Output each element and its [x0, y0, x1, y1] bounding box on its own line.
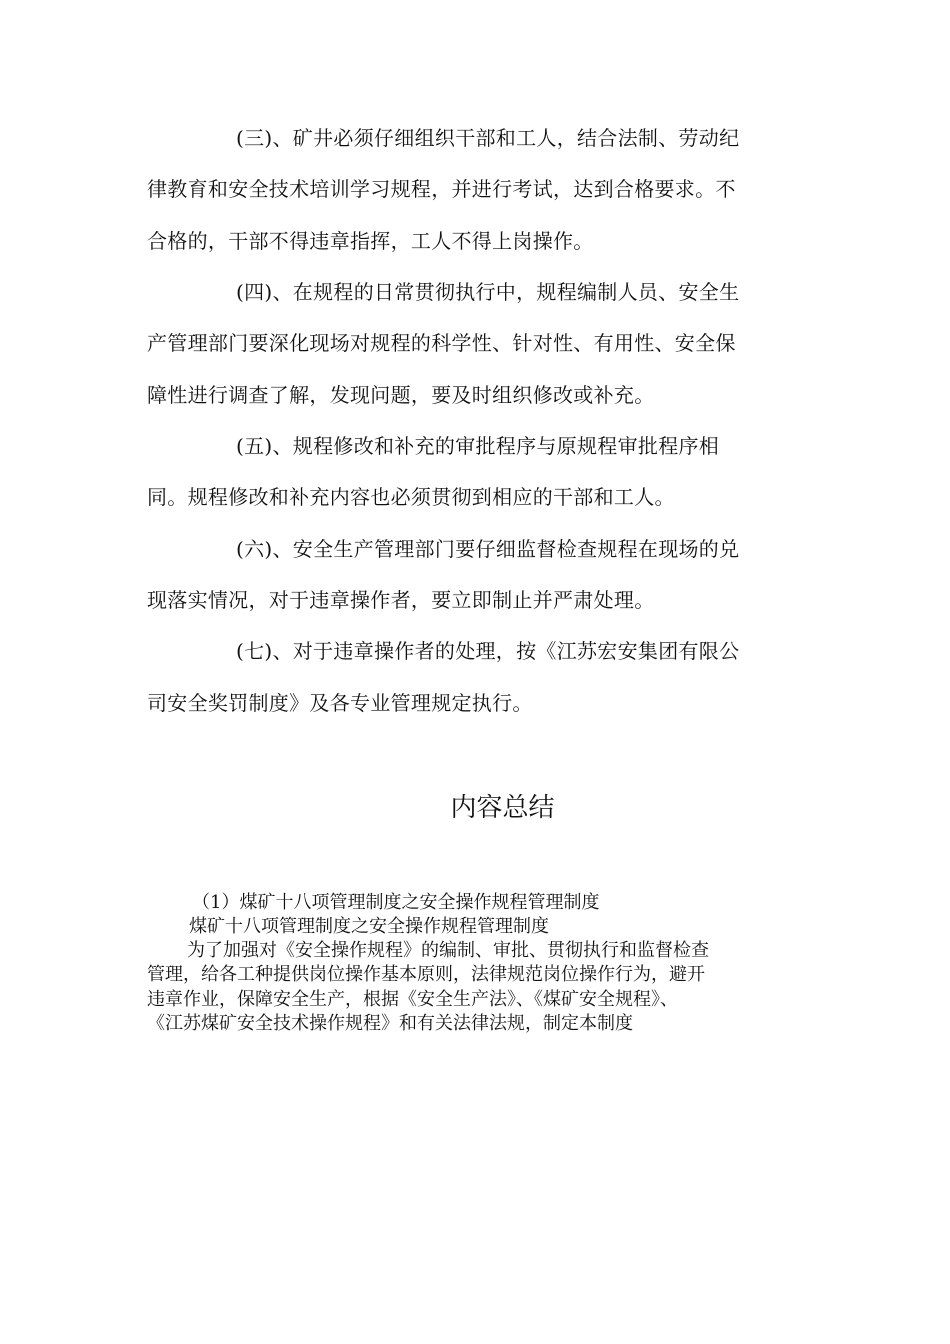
paragraph-5-line-1: (五)、规程修改和补充的审批程序与原规程审批程序相	[236, 434, 720, 458]
paragraph-3-line-3: 合格的，干部不得违章指挥，工人不得上岗操作。	[147, 229, 594, 253]
paragraph-4-line-3: 障性进行调查了解，发现问题，要及时组织修改或补充。	[147, 383, 655, 407]
summary-line-5: 违章作业，保障安全生产，根据《安全生产法》、《煤矿安全规程》、	[147, 989, 678, 1010]
paragraph-3-line-1: (三)、矿井必须仔细组织干部和工人，结合法制、劳动纪	[236, 126, 740, 150]
paragraph-6-line-2: 现落实情况，对于违章操作者，要立即制止并严肃处理。	[147, 588, 655, 612]
paragraph-3-line-2: 律教育和安全技术培训学习规程，并进行考试，达到合格要求。不	[147, 177, 736, 201]
summary-line-4: 管理，给各工种提供岗位操作基本原则，法律规范岗位操作行为，避开	[147, 964, 705, 985]
paragraph-4-line-1: (四)、在规程的日常贯彻执行中，规程编制人员、安全生	[236, 280, 740, 304]
summary-line-1: （1）煤矿十八项管理制度之安全操作规程管理制度	[192, 892, 600, 913]
summary-line-2: 煤矿十八项管理制度之安全操作规程管理制度	[189, 916, 549, 937]
paragraph-6-line-1: (六)、安全生产管理部门要仔细监督检查规程在现场的兑	[236, 537, 740, 561]
paragraph-7-line-2: 司安全奖罚制度》及各专业管理规定执行。	[147, 691, 533, 715]
paragraph-4-line-2: 产管理部门要深化现场对规程的科学性、针对性、有用性、安全保	[147, 331, 736, 355]
paragraph-7-line-1: (七)、对于违章操作者的处理，按《江苏宏安集团有限公	[236, 639, 740, 663]
summary-title: 内容总结	[450, 793, 555, 823]
paragraph-5-line-2: 同。规程修改和补充内容也必须贯彻到相应的干部和工人。	[147, 485, 675, 509]
summary-line-6: 《江苏煤矿安全技术操作规程》和有关法律法规，制定本制度	[147, 1013, 633, 1034]
summary-line-3: 为了加强对《安全操作规程》的编制、审批、贯彻执行和监督检查	[187, 940, 709, 961]
